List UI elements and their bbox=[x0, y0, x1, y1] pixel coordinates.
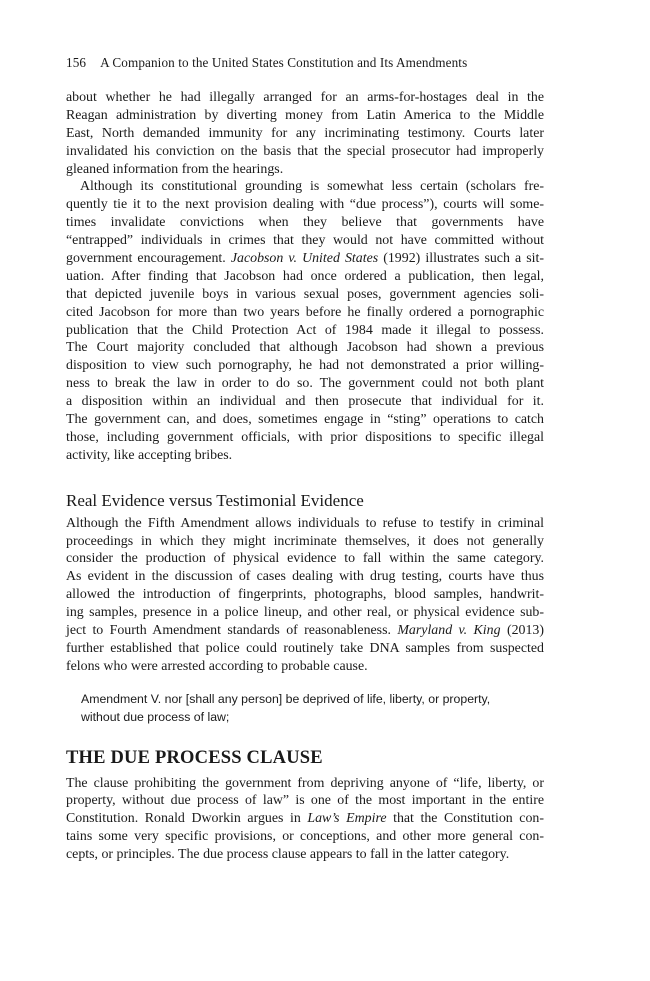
paragraph-due-process bbox=[66, 775, 544, 864]
page-number: 156 bbox=[66, 55, 87, 70]
text-line: times invalidate convictions when they believe that governments have bbox=[66, 215, 544, 231]
section-heading-due-process: THE DUE PROCESS CLAUSE bbox=[66, 747, 323, 768]
text-span: ject to Fourth Amendment standards of reasonableness. bbox=[66, 623, 398, 639]
text-line: “entrapped” individuals in crimes that they would not have committed without bbox=[66, 233, 544, 249]
section-heading-real-evidence: Real Evidence versus Testimonial Evidence bbox=[66, 490, 364, 510]
text-span: (2013) bbox=[500, 623, 544, 639]
text-line: a disposition within an individual and then prosecute that individual for it. bbox=[66, 394, 544, 410]
text-line: proceedings in which they might incriminate themselves, it does not generally bbox=[66, 533, 544, 549]
text-line: further established that police could routinely take DNA samples from suspected bbox=[66, 640, 544, 656]
text-line: tains some very specific provisions, or conceptions, and other more general con- bbox=[66, 829, 544, 845]
text-line: Reagan administration by diverting money from Latin America to the Middle bbox=[66, 107, 544, 123]
text-line: East, North demanded immunity for any incriminating testimony. Courts later bbox=[66, 125, 544, 141]
text-line: about whether he had illegally arranged for an arms-for-hostages deal in the bbox=[66, 90, 544, 105]
text-line: The government can, and does, sometimes engage in “sting” operations to catch bbox=[66, 412, 544, 428]
text-line: disposition to view such pornography, he had not demonstrated a prior willing- bbox=[66, 358, 544, 374]
text-line: invalidated his conviction on the basis that the special prosecutor had improperly bbox=[66, 143, 544, 159]
text-line: property, without due process of law” is one of the most important in the entire bbox=[66, 793, 544, 809]
text-line: that depicted juvenile boys in various sexual poses, government agencies soli- bbox=[66, 286, 544, 302]
text-line: As evident in the discussion of cases dealing with drug testing, courts have thus bbox=[66, 569, 544, 585]
amendment-quote bbox=[66, 690, 544, 727]
text-span: (1992) illustrates such a sit- bbox=[378, 251, 544, 267]
paragraph-real-evidence bbox=[66, 515, 544, 676]
paragraph-north-immunity bbox=[66, 89, 544, 178]
text-line: The Court majority concluded that although Jacobson had shown a previous bbox=[66, 340, 544, 356]
text-line: ing samples, presence in a police lineup, and other real, or physical evidence sub- bbox=[66, 605, 544, 621]
text-line: The clause prohibiting the government from depriving anyone of “life, liberty, or bbox=[66, 775, 544, 791]
case-name-jacobson: Jacobson v. United States bbox=[230, 251, 379, 267]
quote-line: Amendment V. nor [shall any person] be deprived of life, liberty, or property, bbox=[81, 691, 491, 706]
text-span: Constitution. Ronald Dworkin argues in bbox=[66, 811, 308, 827]
book-title-laws-empire: Law’s Empire bbox=[307, 811, 387, 827]
book-title: A Companion to the United States Constitution and Its Amendments bbox=[100, 55, 468, 70]
text-line: activity, like accepting bribes. bbox=[66, 447, 233, 463]
text-line: Although the Fifth Amendment allows individuals to refuse to testify in criminal bbox=[66, 515, 544, 531]
text-line: gleaned information from the hearings. bbox=[66, 161, 284, 177]
running-head bbox=[66, 55, 467, 71]
text-line: ness to break the law in order to do so. The government could not both plant bbox=[66, 376, 544, 392]
text-line bbox=[66, 622, 544, 640]
text-line: cited Jacobson for more than two years before he finally ordered a pornographic bbox=[66, 304, 544, 320]
text-span: that the Constitution con- bbox=[386, 811, 544, 827]
text-line: allowed the introduction of fingerprints, photographs, blood samples, handwrit- bbox=[66, 587, 544, 603]
text-line: publication that the Child Protection Act of 1984 made it illegal to possess. bbox=[66, 322, 544, 338]
text-line bbox=[66, 250, 544, 268]
text-line: consider the production of physical evidence to fall within the same category. bbox=[66, 551, 544, 567]
text-line: uation. After finding that Jacobson had once ordered a publication, then legal, bbox=[66, 268, 544, 284]
quote-line: without due process of law; bbox=[81, 710, 230, 725]
paragraph-entrapment bbox=[66, 178, 544, 464]
text-line bbox=[66, 810, 544, 828]
text-span: government encouragement. bbox=[66, 251, 231, 267]
text-line: cepts, or principles. The due process clause appears to fall in the latter category. bbox=[66, 847, 510, 863]
text-line: felons who were arrested according to probable cause. bbox=[66, 658, 368, 674]
page-body bbox=[66, 89, 544, 864]
text-line: Although its constitutional grounding is somewhat less certain (scholars fre- bbox=[80, 179, 544, 195]
text-line: those, including government officials, with prior dispositions to specific illegal bbox=[66, 429, 544, 445]
text-line: quently tie it to the next provision dealing with “due process”), courts will some- bbox=[66, 197, 544, 213]
case-name-maryland: Maryland v. King bbox=[397, 623, 501, 639]
